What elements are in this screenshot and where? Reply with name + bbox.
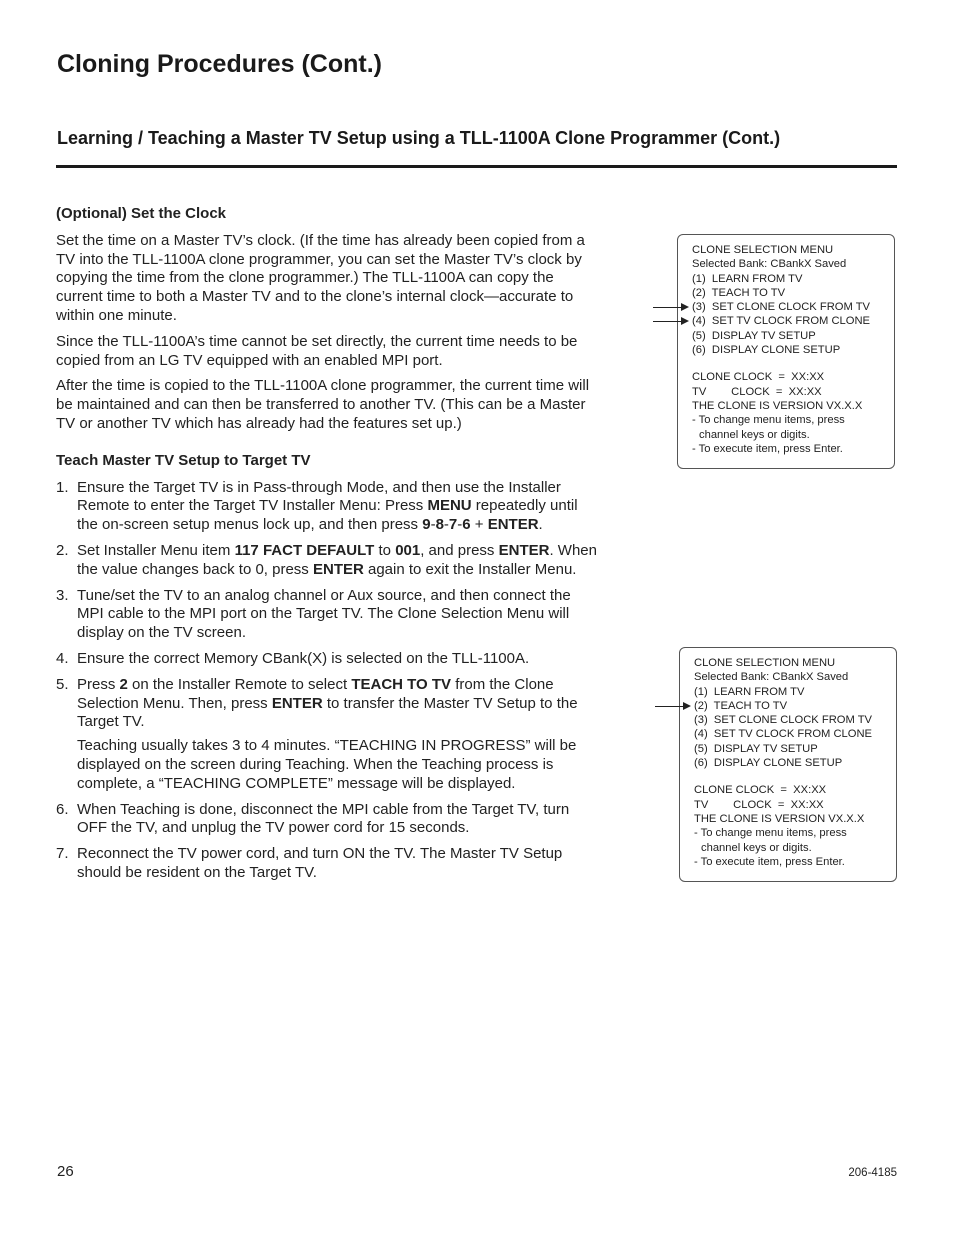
teach-heading: Teach Master TV Setup to Target TV	[56, 451, 311, 469]
menu-title: CLONE SELECTION MENU	[694, 657, 836, 669]
clone-menu-screen-clock	[677, 234, 895, 469]
menu-tv-clock: TV CLOCK = XX:XX	[694, 798, 824, 811]
step-number: 4.	[56, 649, 69, 667]
menu-note: channel keys or digits.	[699, 428, 810, 441]
step-text: -	[457, 516, 463, 534]
menu-item: (4) SET TV CLOCK FROM CLONE	[692, 315, 870, 328]
step-key: ENTER	[487, 516, 539, 534]
clock-heading: (Optional) Set the Clock	[56, 205, 227, 222]
step-text: -	[430, 516, 436, 534]
menu-note: - To change menu items, press	[692, 414, 845, 427]
step-text: -	[443, 516, 449, 534]
step-text: on the Installer Remote to select	[127, 675, 352, 693]
heading-rule	[56, 165, 897, 168]
teach-steps-list	[56, 479, 601, 883]
step-3	[56, 587, 601, 643]
step-5-note: Teaching usually takes 3 to 4 minutes. “TEACHING IN PROGRESS” will be displayed on the screen during Teaching. When the Teaching process is complete, a “TEACHING COMPLETE” message will be displayed.	[77, 737, 577, 792]
step-key: TEACH TO TV	[351, 675, 452, 693]
step-number: 3.	[56, 586, 69, 604]
menu-item: (5) DISPLAY TV SETUP	[694, 742, 818, 755]
menu-item: (6) DISPLAY CLONE SETUP	[692, 344, 841, 357]
menu-item: (3) SET CLONE CLOCK FROM TV	[692, 301, 870, 314]
step-text: When Teaching is done, disconnect the MPI cable from the Target TV, turn OFF the TV, and unplug the TV power cord for 15 seconds.	[77, 800, 570, 837]
step-number: 5.	[56, 675, 69, 693]
menu-item: (2) TEACH TO TV	[694, 699, 788, 712]
document-code: 206-4185	[848, 1167, 897, 1179]
step-text: Reconnect the TV power cord, and turn ON the TV. The Master TV Setup should be resident on the Target TV.	[77, 845, 563, 881]
step-number: 1.	[56, 478, 69, 496]
clock-paragraph-1: Set the time on a Master TV’s clock. (If the time has already been copied from a TV into the TLL-1100A clone programmer, you can set the Master TV’s clock by copying the time from the clone programmer.) The TLL-1100A can copy the current time to both a Master TV and to the clone’s internal clock—accurate to within one minute.	[56, 231, 585, 324]
section-heading: Learning / Teaching a Master TV Setup using a TLL-1100A Clone Programmer (Cont.)	[57, 128, 781, 148]
step-key: ENTER	[312, 560, 364, 578]
menu-note: - To execute item, press Enter.	[694, 855, 845, 868]
step-text: Press	[77, 675, 120, 693]
page-title: Cloning Procedures (Cont.)	[57, 50, 382, 78]
menu-note: - To change menu items, press	[694, 827, 847, 840]
step-key: ENTER	[271, 694, 323, 712]
step-4	[56, 650, 601, 669]
step-key: ENTER	[498, 541, 550, 559]
menu-note: - To execute item, press Enter.	[692, 442, 843, 455]
menu-clone-clock: CLONE CLOCK = XX:XX	[692, 371, 825, 384]
step-text: Tune/set the TV to an analog channel or Aux source, and then connect the MPI cable to the MPI port on the Target TV. The Clone Selection Menu will display on the TV screen.	[77, 586, 571, 642]
menu-item: (1) LEARN FROM TV	[694, 685, 805, 698]
menu-clone-clock: CLONE CLOCK = XX:XX	[694, 784, 827, 797]
clock-paragraph-3: After the time is copied to the TLL-1100A clone programmer, the current time will be maintained and can then be transferred to another TV. (This can be a Master TV or another TV which has already had the features set up.)	[56, 377, 590, 432]
page-number: 26	[57, 1163, 74, 1180]
menu-version: THE CLONE IS VERSION VX.X.X	[694, 812, 865, 825]
menu-bank: Selected Bank: CBankX Saved	[692, 258, 847, 271]
step-text: Ensure the Target TV is in Pass-through Mode, and then use the Installer Remote to enter the Target TV Installer Menu: Press	[77, 478, 561, 515]
step-key: 001	[395, 541, 421, 559]
step-text: from the Clone Selection Menu. Then, press	[77, 675, 554, 712]
step-text: , and press	[420, 541, 499, 559]
step-text: Ensure the correct Memory CBank(X) is selected on the TLL-1100A.	[77, 649, 530, 667]
step-key: 6	[462, 516, 471, 534]
menu-item: (6) DISPLAY CLONE SETUP	[694, 757, 843, 770]
arrow-right-icon	[655, 706, 689, 707]
clone-menu-screen-teach	[679, 647, 897, 882]
menu-title: CLONE SELECTION MENU	[692, 244, 834, 256]
arrow-right-icon	[653, 307, 687, 308]
step-2	[56, 542, 601, 580]
step-7	[56, 845, 601, 883]
step-text: to transfer the Master TV Setup to the Target TV.	[77, 694, 578, 731]
step-5	[56, 676, 601, 794]
step-text: Set Installer Menu item	[77, 541, 235, 559]
step-key: 7	[448, 516, 458, 534]
step-text: repeatedly until the on-screen setup menus lock up, and then press	[77, 497, 578, 534]
step-number: 7.	[56, 845, 69, 863]
step-6	[56, 801, 601, 839]
main-text-column	[56, 205, 601, 890]
step-number: 2.	[56, 541, 69, 559]
step-key: 9	[422, 516, 431, 534]
menu-item: (4) SET TV CLOCK FROM CLONE	[694, 728, 872, 741]
step-key: 8	[435, 516, 444, 534]
menu-version: THE CLONE IS VERSION VX.X.X	[692, 399, 863, 412]
step-key: 117 FACT DEFAULT	[234, 541, 375, 559]
clock-paragraph-2: Since the TLL-1100A’s time cannot be set directly, the current time needs to be copied from an LG TV equipped with an enabled MPI port.	[56, 332, 578, 369]
menu-bank: Selected Bank: CBankX Saved	[694, 671, 849, 684]
step-key: MENU	[427, 497, 472, 515]
step-text: again to exit the Installer Menu.	[363, 560, 577, 578]
step-text: . When the value changes back to 0, press	[77, 541, 597, 578]
step-text: .	[538, 516, 543, 534]
step-number: 6.	[56, 800, 69, 818]
menu-note: channel keys or digits.	[701, 841, 812, 854]
menu-tv-clock: TV CLOCK = XX:XX	[692, 385, 822, 398]
arrow-right-icon	[653, 321, 687, 322]
menu-item: (3) SET CLONE CLOCK FROM TV	[694, 714, 872, 727]
step-1	[56, 479, 601, 535]
step-text: +	[470, 516, 488, 534]
menu-item: (5) DISPLAY TV SETUP	[692, 329, 816, 342]
step-key: 2	[119, 675, 128, 693]
menu-item: (2) TEACH TO TV	[692, 286, 786, 299]
menu-item: (1) LEARN FROM TV	[692, 272, 803, 285]
step-text: to	[374, 541, 396, 559]
